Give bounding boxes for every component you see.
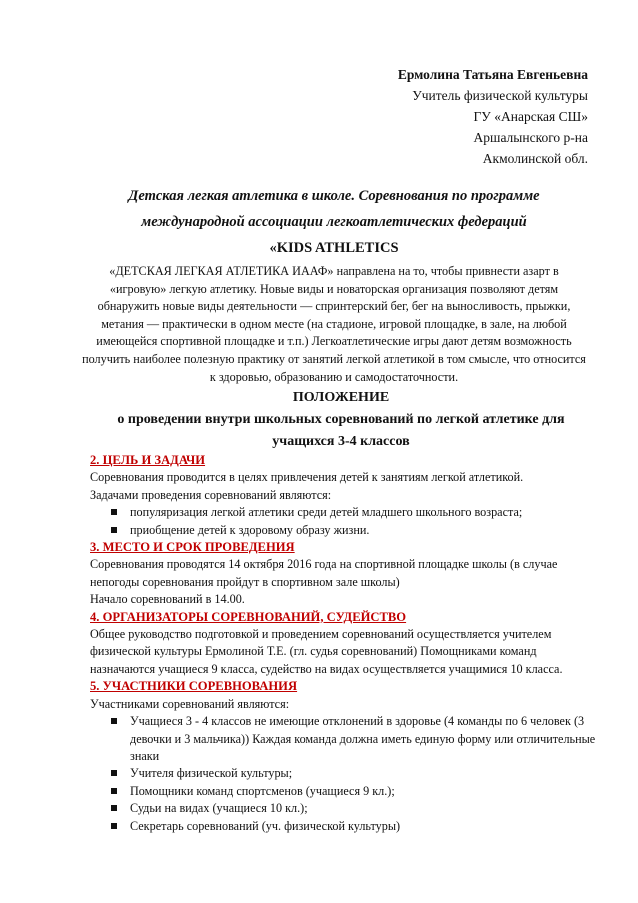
list-item: Учащиеся 3 - 4 классов не имеющие отклонений в здоровье (4 команды по 6 человек (3 девочки и 3 мальчика)) Каждая команда должна иметь единую форму или отличительные знаки [90,713,596,765]
author-position: Учитель физической культуры [412,88,588,103]
regulation-body [90,452,596,835]
title-line-2: международной ассоциации легкоатлетических федераций [141,214,527,230]
list-item: Учителя физической культуры; [90,765,596,782]
author-school: ГУ «Анарская СШ» [473,109,588,124]
section-5-title: 5. УЧАСТНИКИ СОРЕВНОВАНИЯ [90,679,298,694]
author-region: Акмолинской обл. [482,151,588,166]
section-2-title: 2. ЦЕЛЬ И ЗАДАЧИ [90,453,206,467]
section-2-list [90,504,596,539]
list-item: Секретарь соревнований (уч. физической культуры) [90,818,596,835]
article-title [84,183,584,261]
author-name: Ермолина Татьяна Евгеньевна [397,67,588,82]
regulation-subheading: о проведении внутри школьных соревнований по легкой атлетике для учащихся 3-4 классов [117,412,565,449]
title-line-1: Детская легкая атлетика в школе. Соревнования по программе [128,188,540,204]
author-block [398,64,588,169]
list-item: популяризация легкой атлетики среди детей младшего школьного возраста; [90,504,596,521]
section-3-text-1: Соревнования проводятся 14 октября 2016 года на спортивной площадке школы (в случае непогоды соревнования пройдут в спортивном зале школы) [90,557,558,589]
title-line-3: «KIDS ATHLETICS [269,240,399,256]
list-item: Судьи на видах (учащиеся 10 кл.); [90,800,596,817]
section-4-title: 4. ОРГАНИЗАТОРЫ СОРЕВНОВАНИЙ, СУДЕЙСТВО [90,609,407,624]
section-3-text-2: Начало соревнований в 14.00. [90,592,245,607]
list-item: приобщение детей к здоровому образу жизни. [90,522,596,539]
regulation-heading: ПОЛОЖЕНИЕ [292,390,390,405]
section-2-text-2: Задачами проведения соревнований являются: [90,487,332,502]
regulation-heading-block [90,387,592,453]
section-3-title: 3. МЕСТО И СРОК ПРОВЕДЕНИЯ [90,540,295,555]
author-district: Аршалынского р-на [473,130,588,145]
intro-paragraph: «ДЕТСКАЯ ЛЕГКАЯ АТЛЕТИКА ИААФ» направлена на то, чтобы привнести азарт в «игровую» легкую атлетику. Новые виды и новаторская организация позволяют детям обнаружить новые виды деятельности — спринтерский бег, бег на выносливость, прыжки, метания — практически в одном месте (на стадионе, игровой площадке, в зале, на любой имеющейся спортивной площадке и т.п.) Легкоатлетические игры дают детям возможность получить наиболее полезную практику от занятий легкой атлетикой в том смысле, что относится к здоровью, образованию и самодостаточности. [82,264,586,384]
section-5-text-1: Участниками соревнований являются: [90,696,290,711]
section-4-text-1: Общее руководство подготовкой и проведением соревнований осуществляется учителем физической культуры Ермолиной Т.Е. (гл. судья соревнований) Помощниками команд назначаются учащиеся 9 класса, судейство на видах осуществляется учащимися 10 класса. [90,627,563,676]
list-item: Помощники команд спортсменов (учащиеся 9 кл.); [90,783,596,800]
section-5-list [90,713,596,835]
section-2-text-1: Соревнования проводится в целях привлечения детей к занятиям легкой атлетикой. [90,470,524,485]
